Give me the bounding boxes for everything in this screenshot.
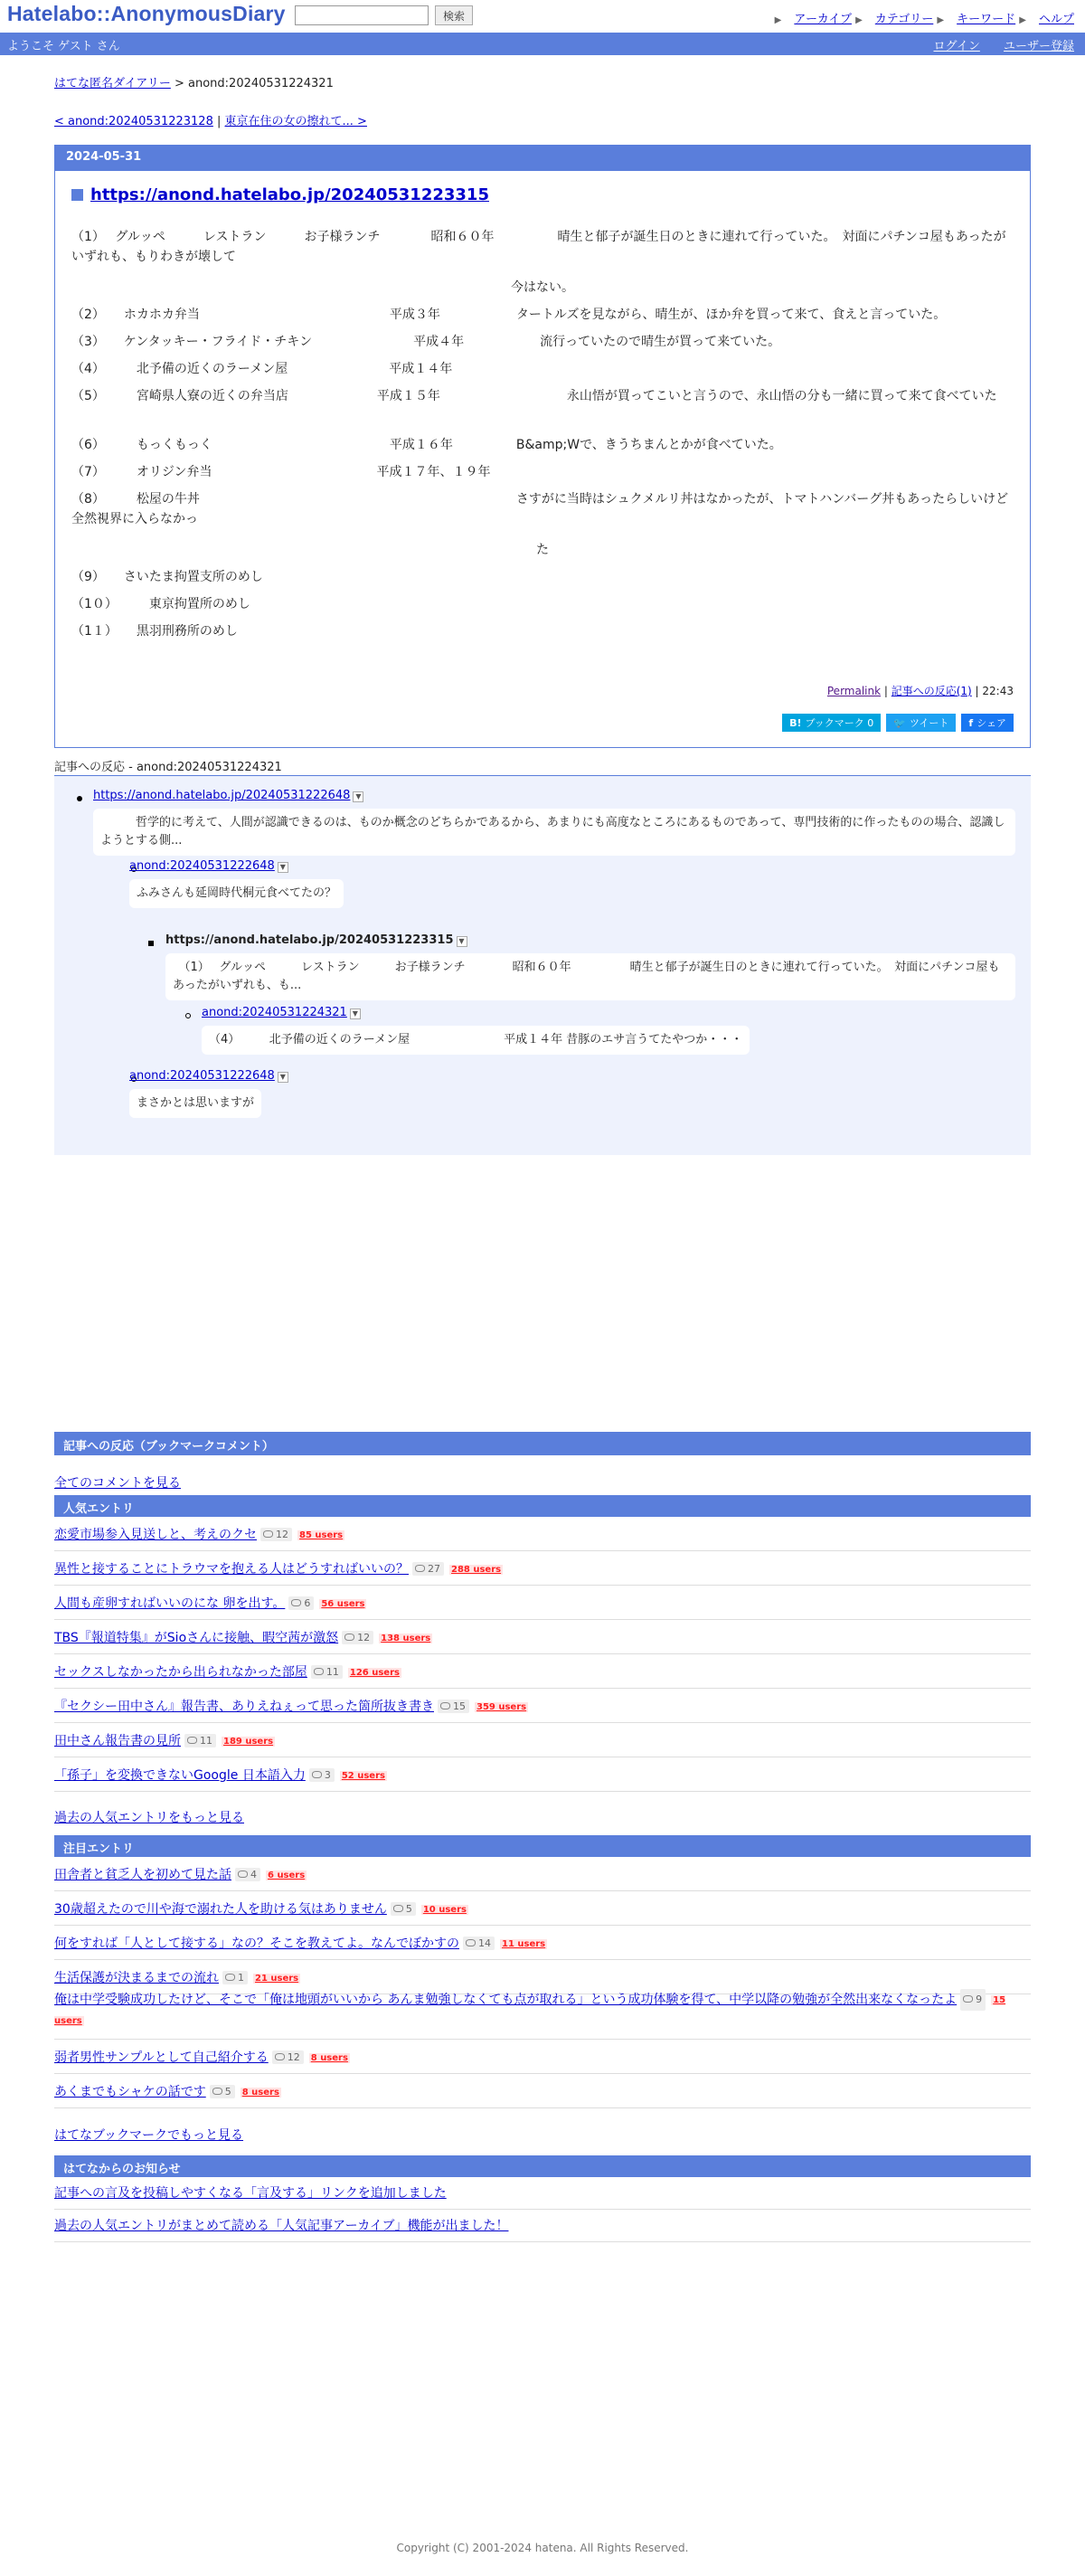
entry-row — [54, 2040, 1031, 2074]
comment-count: 12 — [276, 1529, 288, 1540]
bookmark-users-badge[interactable]: 288 users — [451, 1565, 502, 1575]
entry-link[interactable]: TBS『報道特集』がSioさんに接触、暇空茜が激怒 — [54, 1631, 339, 1645]
bookmark-users-badge[interactable]: 189 users — [223, 1737, 274, 1747]
bookmark-users-badge[interactable]: 138 users — [381, 1634, 431, 1643]
entry-link[interactable]: 人間も産卵すればいいのにな 卵を出す。 — [54, 1596, 286, 1611]
all-comments-link[interactable]: 全てのコメントを見る — [54, 1476, 181, 1491]
reaction-excerpt: （1） グルッペ レストラン お子様ランチ 昭和６０年 晴生と郁子が誕生日のときに連れて行っていた。 対面にパチンコ屋もあったがいずれも、も... — [165, 953, 1015, 1000]
expand-toggle-icon[interactable]: ▼ — [278, 862, 288, 873]
reaction-link[interactable]: https://anond.hatelabo.jp/20240531222648 — [93, 789, 351, 802]
bookmark-users-badge[interactable]: 52 users — [341, 1771, 385, 1781]
speech-bubble-icon — [314, 1668, 324, 1675]
comment-count: 11 — [200, 1735, 212, 1747]
permalink[interactable]: Permalink — [826, 685, 882, 697]
speech-bubble-icon — [225, 1974, 235, 1981]
reaction-excerpt: ふみさんも延岡時代桐元食べてたの？ — [129, 879, 344, 908]
notice-link[interactable]: 過去の人気エントリがまとめて読める「人気記事アーカイブ」機能が出ました！ — [54, 2219, 509, 2233]
bookmark-users-badge[interactable]: 8 users — [310, 2053, 348, 2063]
facebook-share-label: シェア — [976, 717, 1006, 729]
entry-row — [54, 1857, 1031, 1891]
search-button[interactable]: 検索 — [435, 5, 473, 25]
comment-count-badge[interactable] — [438, 1700, 469, 1713]
nav-keyword-link[interactable]: キーワード — [957, 13, 1016, 26]
entry-row — [54, 1654, 1031, 1689]
footer-copyright: Copyright (C) 2001-2024 hatena. All Rights Reserved. — [396, 2542, 689, 2554]
comment-count-badge[interactable] — [311, 1665, 343, 1679]
bookmark-users-badge[interactable]: 6 users — [268, 1870, 306, 1880]
search-input[interactable] — [295, 5, 429, 25]
login-link[interactable]: ログイン — [933, 40, 980, 53]
speech-bubble-icon — [312, 1771, 322, 1778]
nav-category-link[interactable]: カテゴリー — [874, 13, 934, 26]
reaction-link-current: https://anond.hatelabo.jp/20240531223315 — [165, 933, 454, 947]
reaction-link[interactable]: anond:20240531224321 — [202, 1006, 347, 1019]
breadcrumb-current: anond:20240531224321 — [188, 77, 334, 90]
entry-box — [54, 145, 1031, 748]
comment-count-badge[interactable] — [260, 1528, 292, 1541]
notice-row — [54, 2177, 1031, 2210]
reactions-tree — [54, 775, 1031, 1155]
notice-row — [54, 2210, 1031, 2242]
user-bar — [0, 33, 1085, 55]
arrow-icon: ▶ — [937, 15, 945, 25]
speech-bubble-icon — [263, 1530, 273, 1538]
reaction-excerpt: まさかとは思いますが — [129, 1089, 261, 1118]
breadcrumb-separator: > — [170, 77, 189, 90]
hatena-bookmark-button[interactable] — [782, 714, 881, 732]
top-nav — [775, 9, 1074, 26]
entry-line: （4） 北予備の近くのラーメン屋 平成１４年 — [71, 362, 453, 376]
entry-title-link[interactable]: https://anond.hatelabo.jp/20240531223315 — [90, 185, 489, 204]
entry-time: 22:43 — [982, 685, 1014, 697]
welcome-text: ようこそ ゲスト さん — [7, 40, 120, 53]
comment-count-badge[interactable] — [235, 1868, 260, 1881]
entry-footer: Permalink | 記事への反応(1) | 22:43 — [826, 685, 1014, 697]
comment-count-badge[interactable] — [391, 1902, 416, 1916]
entry-line: （9） さいたま拘置支所のめし — [71, 570, 263, 584]
facebook-icon: f — [968, 717, 974, 729]
entry-line: （1０） 東京拘置所のめし — [71, 597, 250, 611]
entry-row — [54, 1723, 1031, 1757]
reactions-link[interactable]: 記事への反応(1) — [891, 685, 972, 697]
comment-count: 5 — [224, 2086, 231, 2098]
hatena-bookmark-label: ブックマーク — [805, 717, 864, 729]
speech-bubble-icon — [291, 1599, 301, 1606]
speech-bubble-icon — [415, 1565, 425, 1572]
entry-link[interactable]: セックスしなかったから出られなかった部屋 — [54, 1665, 307, 1680]
speech-bubble-icon — [212, 2088, 222, 2095]
comment-count-badge[interactable] — [960, 1989, 986, 2011]
featured-entries-heading: 注目エントリ — [54, 1835, 1031, 1857]
comment-count-badge[interactable] — [412, 1562, 444, 1576]
entry-line: （6） もっくもっく 平成１６年 B&amp;Wで、きうちまんとかが食べていた。 — [71, 438, 782, 452]
entry-link[interactable]: 「孫子」を変換できないGoogle 日本語入力 — [54, 1768, 306, 1783]
entry-link[interactable]: 生活保護が決まるまでの流れ — [54, 1971, 219, 1985]
entry-link[interactable]: 『セクシー田中さん』報告書、ありえねぇって思った箇所抜き書き — [54, 1700, 434, 1714]
comment-count: 3 — [324, 1769, 331, 1781]
arrow-icon: ▶ — [855, 15, 863, 25]
comment-count: 9 — [976, 1994, 983, 2005]
entry-link[interactable]: 田中さん報告書の見所 — [54, 1734, 181, 1748]
entry-line: （5） 宮崎県人寮の近くの弁当店 平成１５年 永山悟が買ってこいと言うので、永山悟の分も一緒に買って来て食べていた — [71, 389, 997, 403]
comment-count: 12 — [357, 1632, 371, 1643]
more-featured-link[interactable]: はてなブックマークでもっと見る — [54, 2128, 244, 2143]
bookmark-users-badge[interactable]: 10 users — [422, 1905, 467, 1915]
entry-row — [54, 1517, 1031, 1551]
entry-line: （2） ホカホカ弁当 平成３年 タートルズを見ながら、晴生が、ほか弁を買って来て、食えと言っていた。 — [71, 308, 947, 322]
comment-count-badge[interactable] — [222, 1971, 248, 1984]
arrow-icon: ▶ — [774, 15, 782, 25]
speech-bubble-icon — [275, 2053, 285, 2060]
entry-link[interactable]: 弱者男性サンプルとして自己紹介する — [54, 2050, 269, 2065]
bookmark-users-badge[interactable]: 126 users — [349, 1668, 400, 1678]
bookmark-users-badge[interactable]: 15 users — [54, 1995, 1006, 2026]
notice-heading: はてなからのお知らせ — [54, 2155, 1031, 2177]
entry-row — [54, 1994, 1031, 2040]
breadcrumb — [54, 73, 334, 90]
nav-help-link[interactable]: ヘルプ — [1038, 13, 1074, 26]
hatena-bookmark-count: 0 — [867, 717, 874, 729]
reaction-excerpt: 哲学的に考えて、人間が認識できるのは、ものか概念のどちらかであるから、あまりにも高度なところにあるものであって、専門技術的に作ったものの場合、認識しようとする側... — [93, 809, 1015, 856]
reaction-link[interactable]: anond:20240531222648 — [129, 1069, 275, 1083]
bird-icon: 🐦 — [893, 717, 906, 729]
comment-count: 12 — [287, 2051, 300, 2063]
entry-row — [54, 1586, 1031, 1620]
hatena-b-icon: B! — [789, 717, 802, 729]
entry-line: （1１） 黒羽刑務所のめし — [71, 624, 238, 639]
entry-link[interactable]: 異性と接することにトラウマを抱える人はどうすればいいの？ — [54, 1562, 409, 1577]
bookmark-users-badge[interactable]: 11 users — [502, 1939, 546, 1949]
breadcrumb-home-link[interactable]: はてな匿名ダイアリー — [54, 77, 171, 90]
facebook-share-button[interactable] — [961, 714, 1014, 732]
reaction-node — [165, 933, 467, 947]
share-bar — [777, 714, 1014, 732]
expand-toggle-icon[interactable]: ▼ — [457, 936, 467, 947]
entry-row — [54, 1620, 1031, 1654]
notice-link[interactable]: 記事への言及を投稿しやすくなる「言及する」リンクを追加しました — [54, 2186, 447, 2201]
entry-line: （3） ケンタッキー・フライド・チキン 平成４年 流行っていたので晴生が買って来ていた。 — [71, 335, 781, 349]
speech-bubble-icon — [440, 1702, 450, 1709]
bookmark-users-badge[interactable]: 359 users — [476, 1702, 527, 1712]
nav-archive-link[interactable]: アーカイブ — [794, 13, 852, 26]
entry-link[interactable]: あくまでもシャケの話です — [54, 2085, 206, 2099]
entry-row — [54, 1926, 1031, 1960]
next-entry-link[interactable]: 東京在住の女の擦れて... > — [224, 115, 367, 128]
reaction-node — [202, 1006, 361, 1019]
tree-bullet — [185, 1013, 191, 1018]
reaction-node — [129, 859, 288, 873]
entry-pager — [54, 111, 367, 128]
bookmark-users-badge[interactable]: 56 users — [321, 1599, 365, 1609]
entry-date: 2024-05-31 — [55, 146, 1030, 171]
bookmark-users-badge[interactable]: 21 users — [255, 1974, 299, 1984]
comment-count-badge[interactable] — [288, 1596, 314, 1610]
tree-bullet — [77, 796, 82, 801]
pager-separator: | — [212, 115, 225, 128]
entry-link[interactable]: 何をすれば「人として接する」なの？そこを教えてよ。なんでぼかすの — [54, 1937, 459, 1951]
speech-bubble-icon — [187, 1737, 197, 1744]
comment-count: 4 — [250, 1869, 257, 1880]
expand-toggle-icon[interactable]: ▼ — [350, 1009, 361, 1019]
comment-count-badge[interactable] — [342, 1631, 373, 1644]
reaction-excerpt: （4） 北予備の近くのラーメン屋 平成１４年 昔豚のエサ言うてたやつか・・・ — [202, 1026, 750, 1055]
comment-count-badge[interactable] — [309, 1768, 335, 1782]
entry-line: （8） 松屋の牛丼 さすがに当時はシュクメルリ丼はなかったが、トマトハンバーグ丼もあったらしいけど全然視界に入らなかっ — [71, 492, 1009, 526]
entry-link[interactable]: 田舎者と貧乏人を初めて見た話 — [54, 1868, 231, 1882]
entry-link[interactable]: 恋愛市場参入見送しと、考えのクセ — [54, 1528, 257, 1542]
tweet-button[interactable] — [886, 714, 956, 732]
bookmark-users-badge[interactable]: 85 users — [299, 1530, 344, 1540]
entry-line: た — [536, 543, 549, 557]
comment-count: 27 — [428, 1563, 440, 1575]
entry-line: 今はない。 — [511, 280, 574, 295]
arrow-icon: ▶ — [1019, 15, 1026, 25]
comment-count: 5 — [405, 1903, 412, 1915]
bookmark-comments-heading: 記事への反応（ブックマークコメント） — [54, 1432, 1031, 1455]
entry-line: （7） オリジン弁当 平成１７年、１９年 — [71, 465, 491, 479]
entry-row — [54, 1891, 1031, 1926]
register-link[interactable]: ユーザー登録 — [1003, 40, 1074, 53]
entry-line: （1） グルッペ レストラン お子様ランチ 昭和６０年 晴生と郁子が誕生日のときに連れて行っていた。 対面にパチンコ屋もあったがいずれも、もりわきが壊して — [71, 230, 1006, 264]
entry-row — [54, 1689, 1031, 1723]
reaction-node — [93, 789, 363, 802]
comment-count: 1 — [238, 1972, 244, 1984]
more-popular-link[interactable]: 過去の人気エントリをもっと見る — [54, 1811, 244, 1825]
square-icon — [71, 189, 83, 201]
bookmark-users-badge[interactable]: 8 users — [241, 2088, 279, 2098]
speech-bubble-icon — [466, 1939, 476, 1946]
speech-bubble-icon — [344, 1634, 354, 1641]
comment-count: 6 — [304, 1597, 311, 1609]
comment-count-badge[interactable] — [210, 2085, 235, 2098]
speech-bubble-icon — [963, 1995, 973, 2003]
expand-toggle-icon[interactable]: ▼ — [353, 791, 363, 802]
entry-link[interactable]: 俺は中学受験成功したけど、そこで「俺は地頭がいいから あんま勉強しなくても点が取れる」という成功体験を得て、中学以降の勉強が全然出来なくなったよ — [54, 1993, 958, 2007]
entry-row — [54, 1757, 1031, 1792]
comment-count: 15 — [453, 1700, 466, 1712]
tree-bullet — [148, 941, 154, 946]
top-bar — [0, 0, 1085, 33]
entry-title — [71, 185, 489, 204]
popular-entries-heading: 人気エントリ — [54, 1495, 1031, 1517]
comment-count: 14 — [478, 1937, 491, 1949]
site-logo[interactable]: Hatelabo::AnonymousDiary — [7, 2, 286, 25]
reaction-link[interactable]: anond:20240531222648 — [129, 859, 275, 873]
reaction-node — [129, 1069, 288, 1083]
comment-count-badge[interactable] — [272, 2050, 304, 2064]
reactions-heading: 記事への反応 - anond:20240531224321 — [54, 761, 282, 774]
entry-link[interactable]: 30歳超えたので川や海で溺れた人を助ける気はありません — [54, 1902, 387, 1917]
speech-bubble-icon — [393, 1905, 403, 1912]
prev-entry-link[interactable]: < anond:20240531223128 — [54, 115, 213, 128]
entry-row — [54, 2074, 1031, 2108]
expand-toggle-icon[interactable]: ▼ — [278, 1072, 288, 1083]
comment-count-badge[interactable] — [184, 1734, 216, 1747]
speech-bubble-icon — [238, 1870, 248, 1878]
entry-row — [54, 1551, 1031, 1586]
comment-count-badge[interactable] — [463, 1937, 495, 1950]
tweet-label: ツイート — [909, 717, 949, 729]
comment-count: 11 — [326, 1666, 339, 1678]
